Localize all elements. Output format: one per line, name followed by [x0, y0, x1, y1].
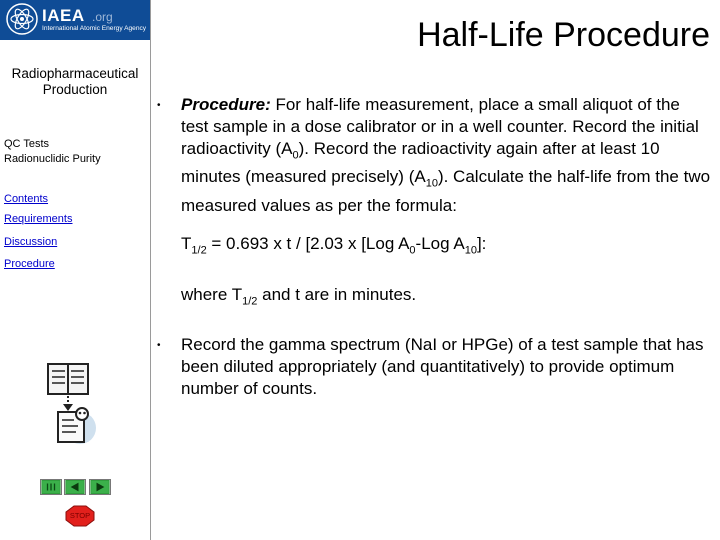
bullet-marker: •	[157, 340, 161, 351]
nav-link-procedure[interactable]: Procedure	[4, 258, 55, 270]
half-life-formula	[181, 233, 486, 261]
subscript: 10	[425, 177, 438, 190]
formula-part: -Log A	[415, 234, 465, 253]
back-arrow-button[interactable]	[64, 479, 86, 495]
subscript: 1/2	[191, 244, 207, 257]
formula-note	[181, 284, 416, 312]
qc-title	[4, 137, 101, 167]
subscript: 0	[409, 244, 416, 257]
subscript: 1/2	[242, 295, 258, 308]
formula-part: = 0.693 x t / [2.03 x [Log A	[206, 234, 410, 253]
qc-title-line1: QC Tests	[4, 138, 50, 150]
nav-link-contents[interactable]: Contents	[4, 193, 49, 205]
formula-part: T	[181, 234, 192, 253]
logo-subtitle: International Atomic Energy Agency	[42, 25, 147, 32]
page-title: Half-Life Procedure	[417, 16, 710, 54]
logo-name: IAEA	[42, 6, 85, 25]
nav-link-requirements[interactable]: Requirements	[4, 213, 73, 225]
iaea-logo[interactable]	[0, 0, 150, 40]
note-part: and t are in minutes.	[257, 285, 417, 304]
next-arrow-button[interactable]	[89, 479, 111, 495]
section-title: Radiopharmaceutical Production	[11, 66, 139, 97]
gamma-spectrum-paragraph: Record the gamma spectrum (NaI or HPGe) of a test sample that has been diluted appropriately (and quantitatively) to provide optimum number of counts.	[181, 335, 704, 398]
note-part: where T	[181, 285, 243, 304]
nav-link-discussion[interactable]: Discussion	[4, 236, 58, 248]
subscript: 10	[464, 244, 477, 257]
subscript: 0	[292, 149, 299, 162]
stop-button[interactable]	[65, 505, 95, 527]
qc-title-line2: Radionuclidic Purity	[4, 153, 101, 165]
book-and-clipboard-icon	[40, 358, 110, 448]
bullet-marker: •	[157, 100, 161, 111]
sidebar	[0, 0, 151, 540]
procedure-paragraph	[181, 94, 711, 217]
formula-part: ]:	[476, 234, 487, 253]
logo-suffix: .org	[92, 10, 113, 24]
atom-emblem-icon	[6, 3, 38, 35]
home-button[interactable]	[40, 479, 62, 495]
procedure-lead: Procedure:	[181, 95, 271, 114]
stop-label: STOP	[69, 511, 91, 520]
procedure-text-part: ). Calculate the half-life from the two measured values as per the formula:	[181, 167, 711, 215]
procedure-text-part: ). Record the radioactivity again after at least 10 minutes (measured precisely) (A	[181, 139, 660, 187]
procedure-text-part: For half-life measurement, place a small aliquot of the test sample in a dose calibrator or in a well counter. Record the initial radioactivity (A	[181, 95, 699, 158]
